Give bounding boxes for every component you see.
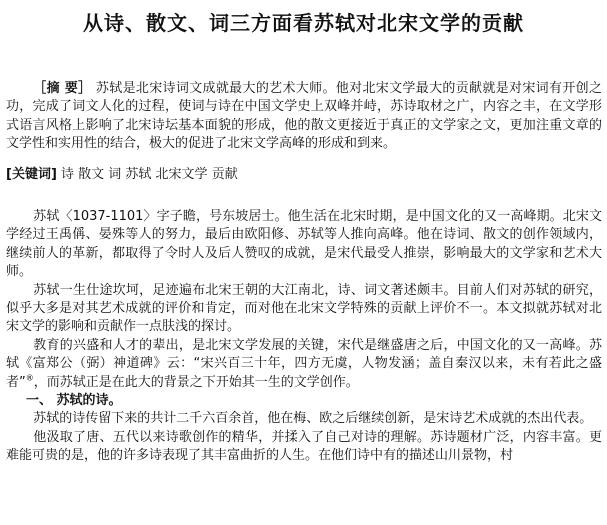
paragraph-3-text-a: 教育的兴盛和人才的辈出，是北宋文学发展的关键，宋代是继盛唐之后，中国文化的又一高峰。苏轼《富郑公（弼）神道碑》云：“宋兴百三十年，四方无虞，人物发涵；盖自秦汉以来，未有若此之盛者” [6, 337, 602, 390]
footnote-marker: ® [25, 373, 34, 383]
abstract-paragraph [6, 80, 602, 154]
body-paragraph-1: 苏轼〈1037-1101〉字子瞻，号东坡居士。他生活在北宋时期，是中国文化的又一高峰期。北宋文学经过王禹偁、晏殊等人的努力，最后由欧阳修、苏轼等人推向高峰。他在诗词、散文的创作领域内，继续前人的革新，都取得了令时人及后人赞叹的成就，是宋代最受人推崇，影响最大的文学家和艺术大师。 [6, 209, 602, 280]
abstract-text: 苏轼是北宋诗词文成就最大的艺术大师。他对北宋文学最大的贡献就是对宋词有开创之功，完成了词文人化的过程，使词与诗在中国文学史上双峰并峙，苏诗取材之广，内容之丰，在文学形式语言风格上影响了北宋诗坛基本面貌的形成，他的散文更接近于真正的文学家之文，更加注重文章的文学性和实用性的结合，极大的促进了北宋文学高峰的形成和到来。 [6, 81, 602, 152]
abstract-section [6, 80, 602, 154]
paragraph-3-text-b: ，而苏轼正是在此大的背景之下开始其一生的文学创作。 [33, 374, 359, 390]
body-paragraph-5: 他汲取了唐、五代以来诗歌创作的精华，并揉入了自己对诗的理解。苏诗题材广泛，内容丰富。更难能可贵的是，他的许多诗表现了其丰富曲折的人生。在他们诗中有的描述山川景物，村 [6, 429, 602, 464]
keywords-line [6, 166, 602, 184]
keywords-section [6, 166, 602, 184]
body-paragraph-3 [6, 337, 602, 392]
document-title: 从诗、散文、词三方面看苏轼对北宋文学的贡献 [83, 11, 524, 35]
section-heading-poetry: 一、 苏轼的诗。 [26, 393, 122, 409]
body-section [6, 208, 602, 466]
keywords-label: [关键词] [6, 167, 57, 182]
body-paragraph-4: 苏轼的诗传留下来的共计二千六百余首，他在梅、欧之后继续创新，是宋诗艺术成就的杰出代表。 [33, 411, 593, 427]
body-paragraph-2: 苏轼一生仕途坎坷，足迹遍布北宋王朝的大江南北，诗、词文著述颇丰。目前人们对苏轼的研究，似乎大多是对其艺术成就的评价和肯定，而对他在北宋文学特殊的贡献上评价不一。本文拟就苏轼对北宋文学的影响和贡献作一点肤浅的探讨。 [6, 282, 602, 335]
abstract-label: ［摘 要］ [33, 81, 92, 96]
keywords-text: 诗 散文 词 苏轼 北宋文学 贡献 [61, 167, 238, 182]
